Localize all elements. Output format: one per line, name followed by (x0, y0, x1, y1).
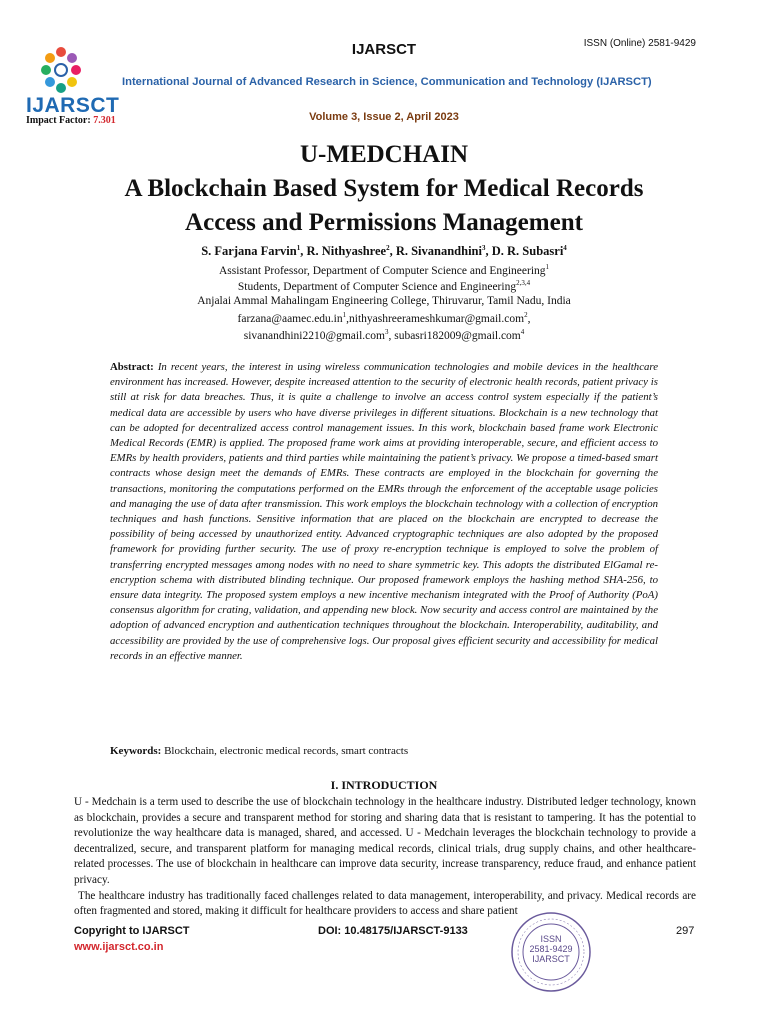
email-1-sup: 1 (342, 311, 347, 319)
author-4-sup: 4 (563, 244, 567, 252)
impact-value: 7.301 (93, 115, 116, 126)
email-3-sup: 3 (384, 328, 389, 336)
footer-doi: DOI: 10.48175/IJARSCT-9133 (318, 925, 468, 937)
paragraph-1: U - Medchain is a term used to describe the use of blockchain technology in the healthcare industry. Distributed ledger technology, known as blockchain, provides a secure and transparent method for storing and sharing data that is resistant to tampering. It has the potential to revolutionize the way healthcare data is managed, shared, and accessed. U - Medchain leverages the blockchain technology to provide a decentralized, secure, and transparent platform for managing medical records, clinical trials, drug supply chains, and other healthcare-related processes. The use of blockchain in healthcare can improve data security, increase transparency, reduce fraud, and enhance patient privacy. (74, 796, 696, 886)
affiliation-2 (0, 279, 768, 293)
issn-online: ISSN (Online) 2581-9429 (583, 38, 696, 49)
email-4-sup: 4 (520, 328, 525, 336)
author-list (0, 244, 768, 259)
author-3: , R. Sivanandhini (389, 244, 482, 259)
email-line-2 (0, 328, 768, 342)
affiliation-2-sup: 2,3,4 (516, 279, 531, 287)
journal-full-name: International Journal of Advanced Research in Science, Communication and Technology (IJARSCT) (122, 76, 652, 88)
keywords (110, 745, 408, 757)
abstract-text: In recent years, the interest in using wireless communication technologies and mobile devices in the healthcare environment has increased. However, despite increased attention to the security of electronic health records, patient privacy is still at risk for data breaches. Thus, it is quite a challenge to involve an access control system especially if the patient’s medical data are accessible by users who have diverse privileges in different situations. Blockchain is a new technology that can be adopted for decentralized access control management issues. In this work, blockchain based frame work Electronic Medical Records (EMR) is applied. The proposed frame work aims at providing interoperable, secure, and efficient access to EMRs by health providers, patients and third parties while maintaining the patient’s privacy. We propose a timed-based smart contracts whose design meet the demands of EMRs. These contracts are employed in the blockchain for governing the transactions, monitoring the computations performed on the EMRs through the enforcement of the acceptable usage policies and managing the use of data after transmission. This work employs the blockchain technology with a collection of encryption techniques and hash functions. Sensitive information that are placed on the blockchain are encrypted to decrease the possibility of being accessed by unauthorized entity. Advanced cryptographic techniques are also adopted by the proposed framework for providing further security. The use of proxy re-encryption technique is employed to solve the problem of transferring encrypted messages among nodes with no need to share symmetric key. This adopts the distributed ElGamal re-encryption schema with distributed blinding technique. Our proposed framework employs the hashing method SHA-256, to ensure data integrity. The proposed system employs a new incentive mechanism integrated with the Proof of Authority (PoA) consensus algorithm for crating, validation, and appending new block. Now security and access control are maintained by the adoption of advanced encryption and authentication techniques throughout the blockchain. Interoperability, auditability, and accessibility are provided by the use of comprehensive logs. Our proposal gives efficient security and accessibility for medical records in an effective manner. (110, 361, 658, 662)
volume-issue: Volume 3, Issue 2, April 2023 (309, 111, 459, 123)
keywords-label: Keywords: (110, 745, 162, 757)
affiliation-institution: Anjalai Ammal Mahalingam Engineering College, Thiruvarur, Tamil Nadu, India (197, 295, 571, 307)
footer-website-link[interactable]: www.ijarsct.co.in (74, 941, 164, 953)
email-1: farzana@aamec.edu.in (237, 312, 343, 325)
paper-title-line2: A Blockchain Based System for Medical Records (124, 175, 644, 202)
seal-line-3: IJARSCT (532, 954, 570, 964)
seal-line-2: 2581-9429 (529, 944, 573, 954)
introduction-body (74, 795, 696, 920)
author-2: , R. Nithyashree (300, 244, 387, 259)
paragraph-2: The healthcare industry has traditionally faced challenges related to data management, interoperability, and privacy. Medical records are often fragmented and stored, making it difficult for healthcare providers to access and share patient (74, 889, 696, 918)
author-4: , D. R. Subasri (485, 244, 564, 259)
paper-title-line1: U-MEDCHAIN (299, 141, 469, 168)
email-3: sivanandhini2210@gmail.com (243, 329, 385, 342)
author-1: S. Farjana Farvin (201, 244, 297, 259)
email-line-1 (0, 311, 768, 325)
email-4: , subasri182009@gmail.com (388, 329, 521, 342)
seal-line-1: ISSN (540, 934, 562, 944)
author-1-sup: 1 (296, 244, 301, 252)
impact-label: Impact Factor: (26, 115, 94, 126)
email-2-tail: , (527, 312, 531, 325)
footer-copyright: Copyright to IJARSCT (74, 925, 190, 937)
abstract-label: Abstract: (110, 361, 154, 373)
affiliation-2-text: Students, Department of Computer Science and Engineering (237, 280, 517, 293)
paper-title-line3: Access and Permissions Management (185, 209, 583, 236)
journal-short-name: IJARSCT (351, 41, 417, 58)
page-number: 297 (676, 925, 695, 937)
section-heading: I. INTRODUCTION (330, 778, 438, 792)
logo-text: IJARSCT (26, 94, 120, 117)
abstract (110, 360, 658, 664)
email-2: ,nithyashreerameshkumar@gmail.com (346, 312, 525, 325)
keywords-text: Blockchain, electronic medical records, smart contracts (161, 745, 409, 757)
seal-text (509, 934, 593, 964)
affiliation-1-sup: 1 (545, 263, 550, 271)
affiliation-1 (0, 263, 768, 277)
author-2-sup: 2 (386, 244, 390, 252)
email-2-sup: 2 (524, 311, 528, 319)
author-3-sup: 3 (482, 244, 486, 252)
affiliation-1-text: Assistant Professor, Department of Computer Science and Engineering (218, 264, 546, 277)
